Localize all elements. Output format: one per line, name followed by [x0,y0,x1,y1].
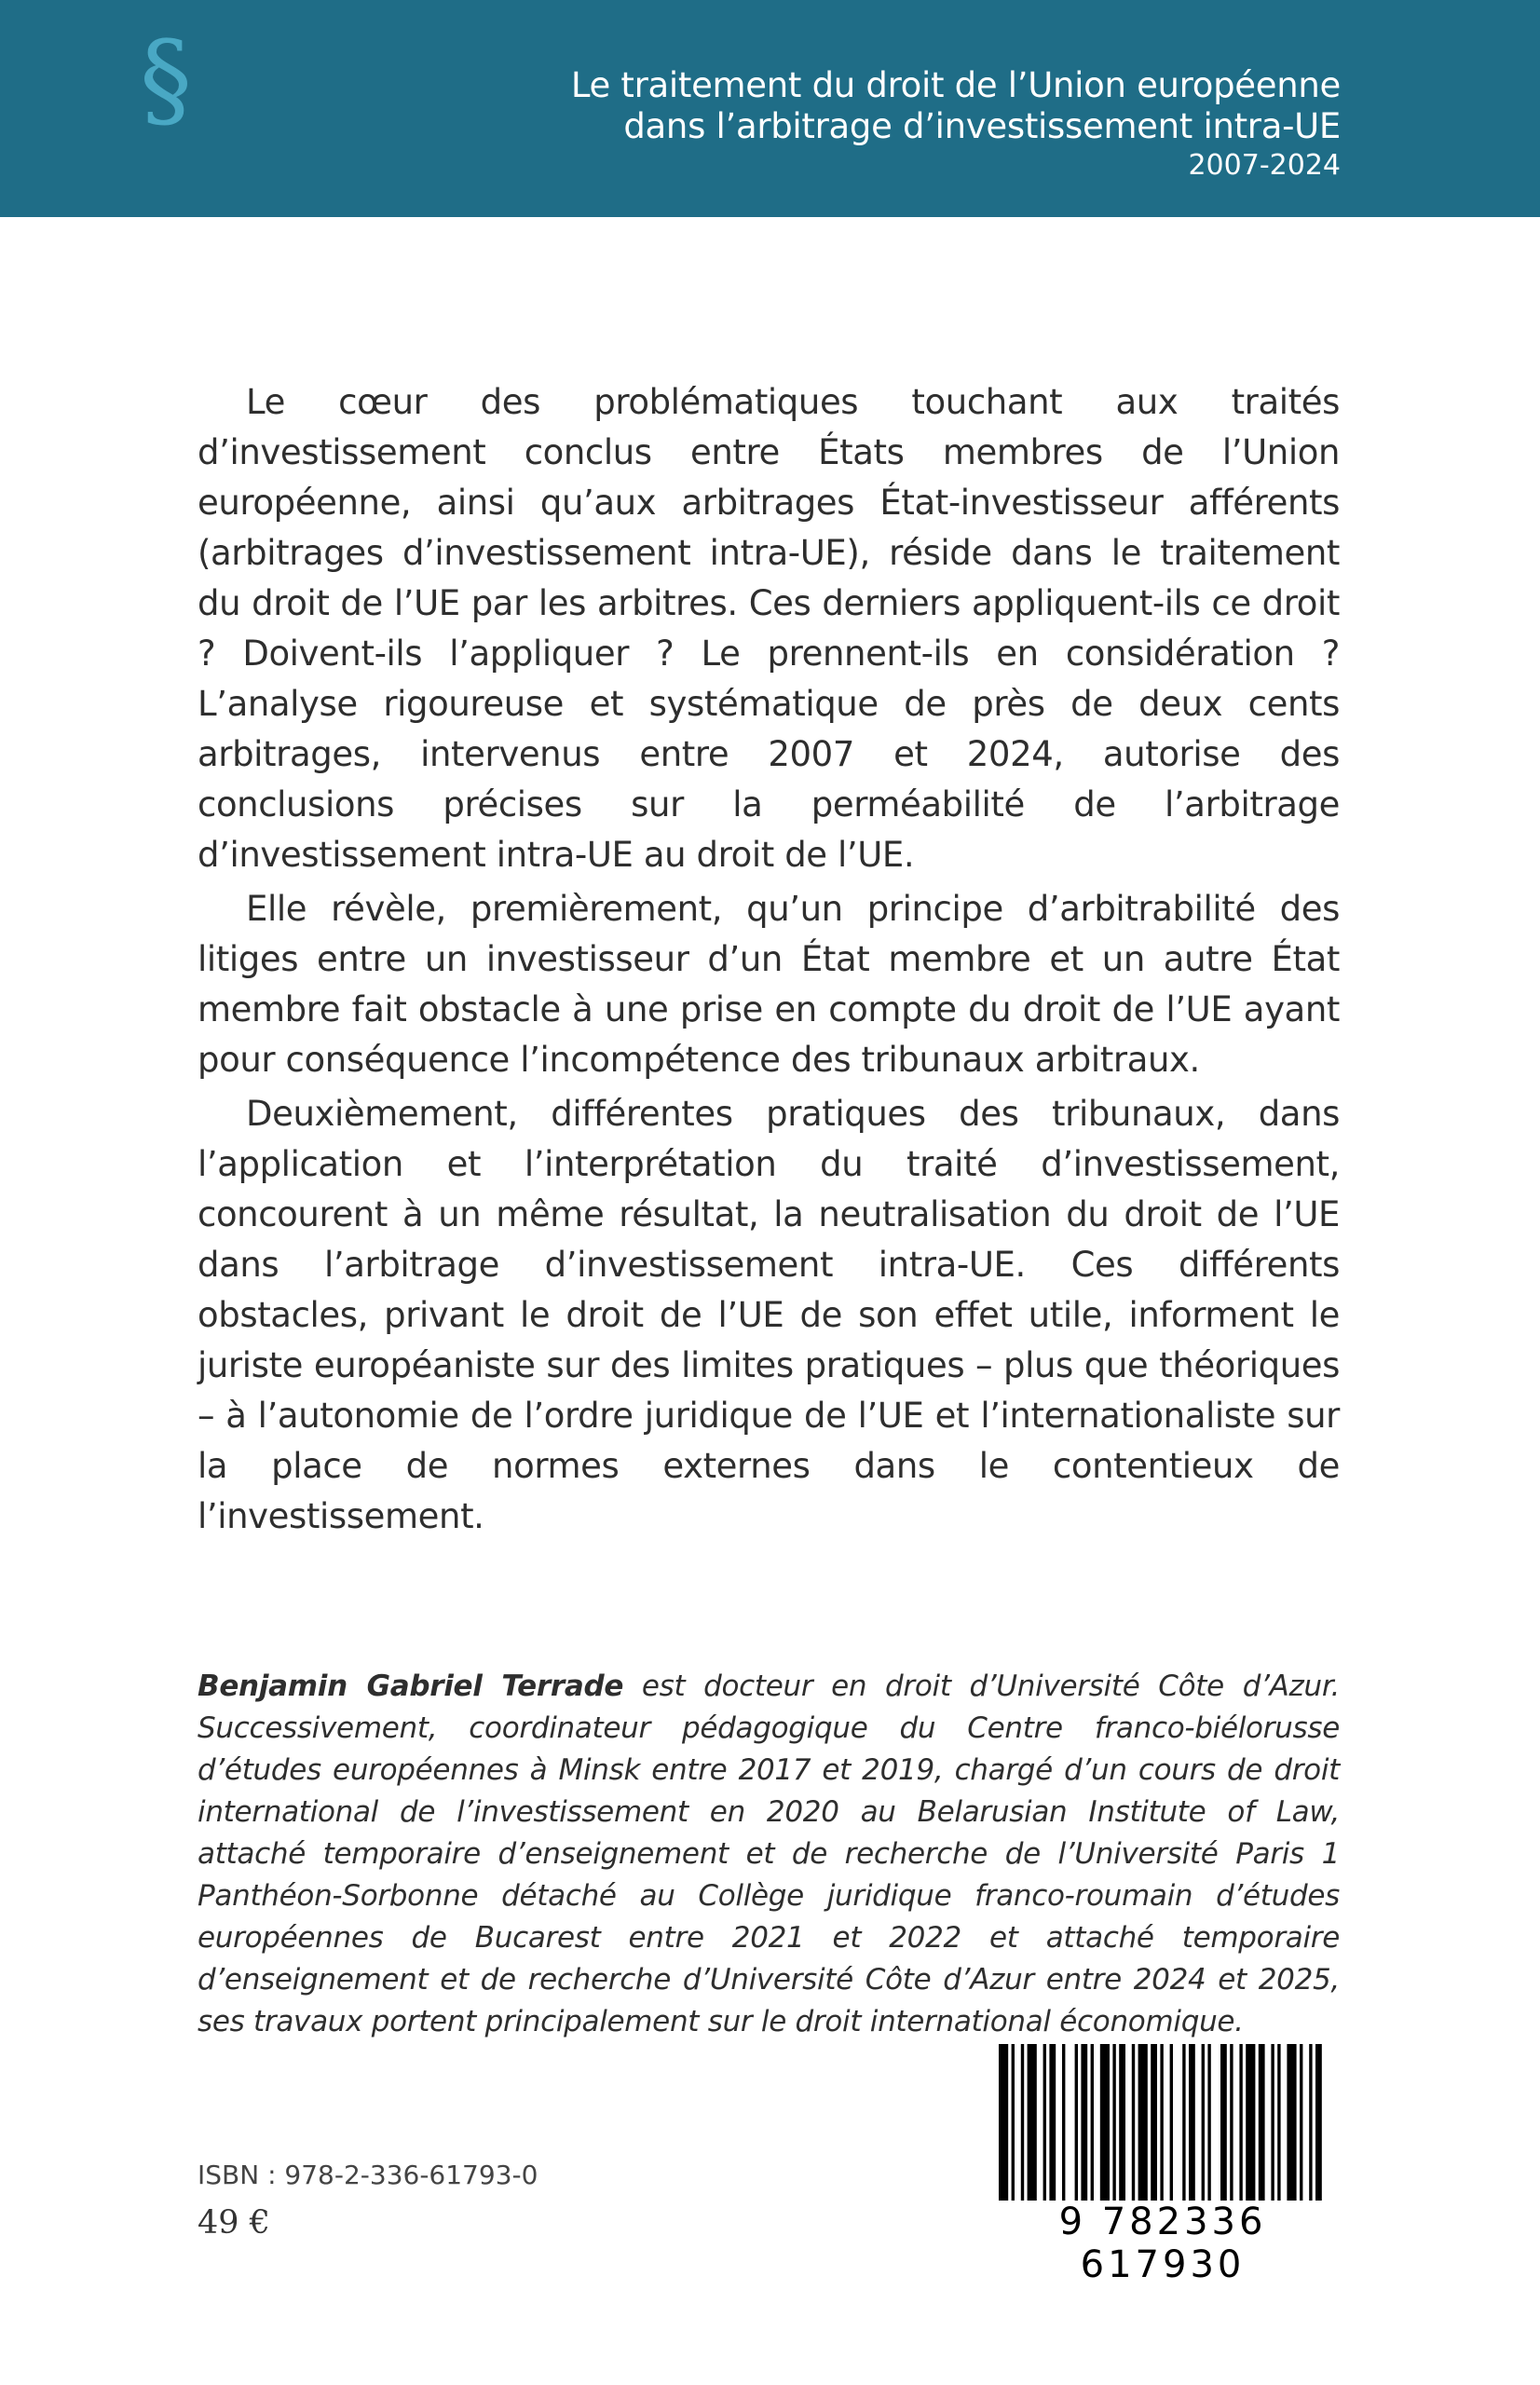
isbn-number: ISBN : 978-2-336-61793-0 [198,2160,538,2190]
barcode-bar [1012,2044,1015,2201]
barcode-bar [1230,2044,1233,2201]
barcode-bars [986,2038,1340,2206]
barcode-bar [1091,2044,1094,2201]
author-bio-text: est docteur en droit d’Université Côte d’Azur. Successivement, coordinateur pédagogique du Centre franco-biélorusse d’études européennes à Minsk entre 2017 et 2019, chargé d’un cours de droit international de l’investissement en 2020 au Belarusian Institute of Law, attaché temporaire d’enseignement et de recherche de l’Université Paris 1 Panthéon-Sorbonne détaché au Collège juridique franco-roumain d’études européennes de Bucarest entre 2021 et 2022 et attaché temporaire d’enseignement et de recherche d’Université Côte d’Azur entre 2024 et 2025, ses travaux portent principalement sur le droit international économique. [198,1670,1341,2038]
barcode-bar [1160,2044,1163,2201]
barcode-bar [1043,2044,1046,2201]
barcode-bar [1315,2044,1322,2201]
barcode-bar [1271,2044,1274,2201]
barcode-bar [1170,2044,1173,2201]
barcode-bar [1239,2044,1242,2201]
barcode-bar [1049,2044,1056,2201]
barcode-bar [1309,2044,1312,2201]
book-title-block [571,65,1341,184]
barcode-bar [1151,2044,1157,2201]
barcode-bar [1075,2044,1078,2201]
barcode-bar [1246,2044,1255,2201]
barcode-bar [1189,2044,1195,2201]
section-symbol-logo: § [140,20,192,141]
barcode-bar [1300,2044,1302,2201]
book-summary [198,377,1340,1542]
barcode-bar [1021,2044,1024,2201]
barcode-bar [1112,2044,1115,2201]
barcode-bar [1202,2044,1205,2201]
barcode-bar [1062,2044,1065,2201]
barcode-bar [1259,2044,1265,2201]
barcode-bar [1182,2044,1185,2201]
summary-paragraph-1: Le cœur des problématiques touchant aux traités d’investissement conclus entre États membres de l’Union européenne, ainsi qu’aux arbitrages État-investisseur afférents (arbitrages d’investissement intra-UE), réside dans le traitement du droit de l’UE par les arbitres. Ces derniers appliquent-ils ce droit ? Doivent-ils l’appliquer ? Le prennent-ils en considération ? L’analyse rigoureuse et systématique de près de deux cents arbitrages, intervenus entre 2007 et 2024, autorise des conclusions précises sur la perméabilité de l’arbitrage d’investissement intra-UE au droit de l’UE. [198,382,1340,875]
barcode-bar [1119,2044,1125,2201]
barcode [986,2038,1340,2290]
book-years: 2007-2024 [1188,149,1341,182]
summary-paragraph-3: Deuxièmement, différentes pratiques des tribunaux, dans l’application et l’interprétation du traité d’investissement, concourent à un même résultat, la neutralisation du droit de l’UE dans l’arbitrage d’investissement intra-UE. Ces différents obstacles, privant le droit de l’UE de son effet utile, informent le juriste européaniste sur des limites pratiques – plus que théoriques – à l’autonomie de l’ordre juridique de l’UE et l’internationaliste sur la place de normes externes dans le contentieux de l’investissement. [198,1094,1340,1536]
barcode-bar [1081,2044,1087,2201]
header-band [0,0,1540,217]
author-biography [198,1666,1340,2043]
barcode-bar [1207,2044,1210,2201]
barcode-bar [999,2044,1008,2201]
book-price: 49 € [198,2204,270,2242]
book-title-line-2: dans l’arbitrage d’investissement intra-UE [623,106,1341,146]
barcode-bar [1138,2044,1148,2201]
barcode-bar [1100,2044,1110,2201]
barcode-bar [1028,2044,1037,2201]
book-title-line-1: Le traitement du droit de l’Union européenne [570,65,1341,105]
barcode-bar [1287,2044,1296,2201]
barcode-bar [1132,2044,1135,2201]
barcode-bar [1220,2044,1227,2201]
summary-paragraph-2: Elle révèle, premièrement, qu’un principe d’arbitrabilité des litiges entre un investisseur d’un État membre et un autre État membre fait obstacle à une prise en compte du droit de l’UE ayant pour conséquence l’incompétence des tribunaux arbitraux. [198,889,1340,1080]
author-name: Benjamin Gabriel Terrade [198,1670,624,1703]
barcode-digits: 9 782336 617930 [1058,2201,1267,2286]
barcode-bar [1277,2044,1280,2201]
